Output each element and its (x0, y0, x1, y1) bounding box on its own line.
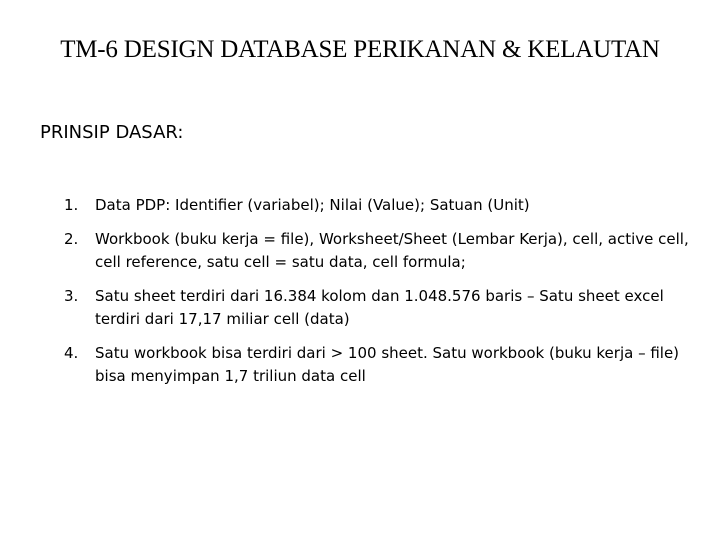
list-item (64, 285, 704, 331)
list-item (64, 342, 704, 388)
list-item-text: Workbook (buku kerja = file), Worksheet/Sheet (Lembar Kerja), cell, active cell, cell reference, satu cell = satu data, cell formula; (95, 230, 689, 271)
list-item-text: Data PDP: Identifier (variabel); Nilai (Value); Satuan (Unit) (95, 196, 530, 214)
list-item-text: Satu sheet terdiri dari 16.384 kolom dan 1.048.576 baris – Satu sheet excel terdiri dari 17,17 miliar cell (data) (95, 287, 664, 328)
list-item-number: 2. (64, 230, 79, 248)
section-heading: PRINSIP DASAR: (40, 122, 184, 143)
list-item-number: 4. (64, 344, 79, 362)
list-item-text: Satu workbook bisa terdiri dari > 100 sheet. Satu workbook (buku kerja – file) bisa menyimpan 1,7 triliun data cell (95, 344, 680, 385)
list-item-number: 1. (64, 196, 79, 214)
list-item (64, 228, 704, 274)
slide-title: TM-6 DESIGN DATABASE PERIKANAN & KELAUTAN (60, 36, 660, 63)
principle-list (64, 194, 704, 399)
list-item-number: 3. (64, 287, 79, 305)
list-item (64, 194, 704, 217)
